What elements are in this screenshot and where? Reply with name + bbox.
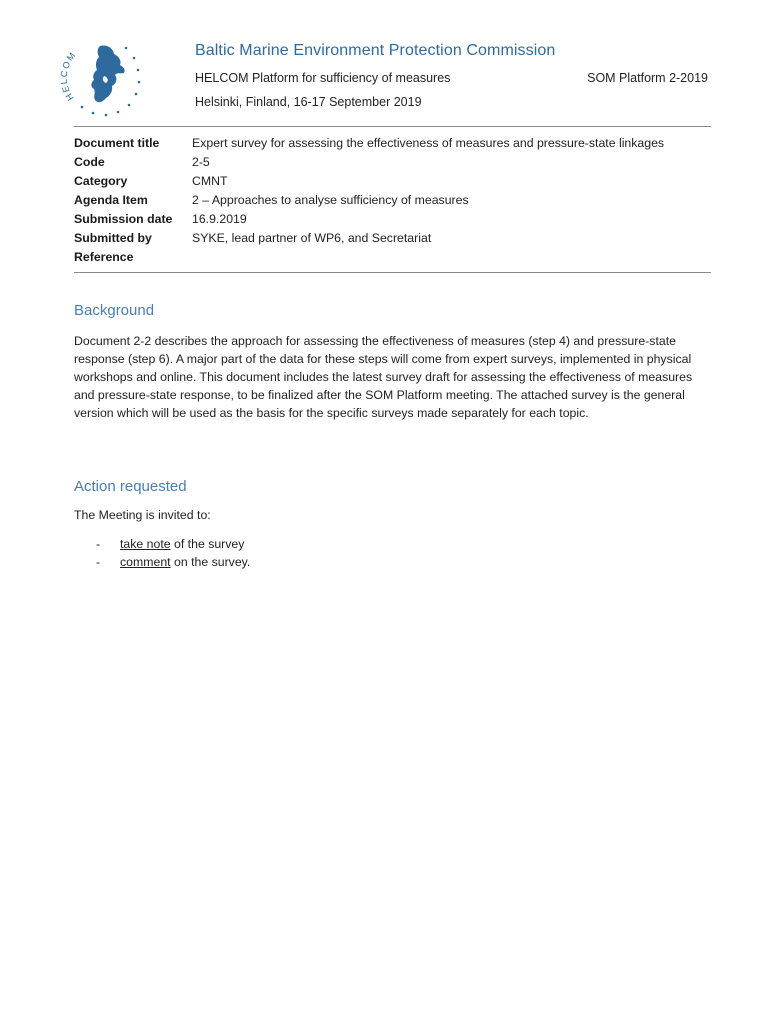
metadata-row xyxy=(74,153,664,172)
meeting-info: Helsinki, Finland, 16-17 September 2019 xyxy=(195,95,422,109)
metadata-row xyxy=(74,134,664,153)
action-requested-heading: Action requested xyxy=(74,478,187,495)
metadata-value: 16.9.2019 xyxy=(192,212,247,226)
platform-name: HELCOM Platform for sufficiency of measures xyxy=(195,71,451,85)
metadata-label: Agenda Item xyxy=(74,193,148,207)
metadata-value: Expert survey for assessing the effectiveness of measures and pressure-state linkages xyxy=(192,136,665,150)
metadata-row xyxy=(74,248,664,267)
metadata-value: CMNT xyxy=(192,174,228,188)
logo-text: HE OM xyxy=(60,49,79,103)
metadata-divider xyxy=(74,272,711,273)
action-text: on the survey. xyxy=(170,555,251,569)
action-keyword: take note xyxy=(120,537,171,551)
metadata-label: Submission date xyxy=(74,212,173,226)
metadata-row xyxy=(74,229,664,248)
helcom-logo xyxy=(60,36,144,120)
organization-title: Baltic Marine Environment Protection Commission xyxy=(195,42,556,59)
background-heading: Background xyxy=(74,302,155,319)
list-item xyxy=(96,553,250,571)
metadata-value: 2 – Approaches to analyse sufficiency of measures xyxy=(192,193,469,207)
list-dash: - xyxy=(96,537,101,551)
document-code: SOM Platform 2-2019 xyxy=(587,71,708,85)
metadata-value: SYKE, lead partner of WP6, and Secretariat xyxy=(192,231,432,245)
background-paragraph: Document 2-2 describes the approach for assessing the effectiveness of measures (step 4) and pressure-state response (step 6). A major part of the data for these steps will come from expert surveys, implemented in physical workshops and online. This document includes the latest survey draft for assessing the effectiveness of measures and pressure-state response, to be finalized after the SOM Platform meeting. The attached survey is the general version which will be used as the basis for the specific surveys made separately for each topic. xyxy=(74,334,693,420)
metadata-row xyxy=(74,191,664,210)
metadata-label: Code xyxy=(74,155,105,169)
action-keyword: comment xyxy=(120,555,171,569)
metadata-row xyxy=(74,172,664,191)
action-list xyxy=(96,535,250,571)
list-dash: - xyxy=(96,555,101,569)
svg-text:HELCOM xyxy=(60,50,78,103)
helcom-logo-icon xyxy=(60,36,144,120)
header-divider xyxy=(74,126,711,127)
list-item xyxy=(96,535,250,553)
metadata-label: Category xyxy=(74,174,128,188)
metadata-table xyxy=(74,134,664,267)
metadata-row xyxy=(74,210,664,229)
metadata-label: Document title xyxy=(74,136,160,150)
action-text: of the survey xyxy=(170,537,245,551)
metadata-value: 2-5 xyxy=(192,155,210,169)
action-intro: The Meeting is invited to: xyxy=(74,508,211,522)
metadata-label: Reference xyxy=(74,250,134,264)
metadata-label: Submitted by xyxy=(74,231,152,245)
